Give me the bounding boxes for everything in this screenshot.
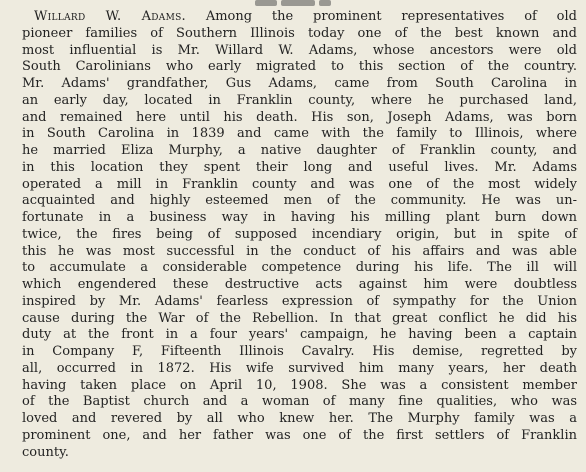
text-line-21: in Company F, Fifteenth Illinois Cavalry. His demise, regretted by — [22, 344, 577, 359]
text-line-26: prominent one, and her father was one of the first settlers of Franklin — [22, 427, 577, 443]
subject-name: Willard W. Adams. — [34, 9, 186, 24]
text-line-12: acquainted and highly esteemed men of the community. He was un- — [22, 193, 577, 209]
text-line-5: Mr. Adams' grandfather, Gus Adams, came from South Carolina in — [22, 76, 577, 91]
text-line-8: in South Carolina in 1839 and came with the family to Illinois, where — [22, 126, 577, 142]
text-line-10: in this location they spent their long and useful lives. Mr. Adams — [22, 159, 577, 175]
text-line-9: he married Eliza Murphy, a native daughter of Franklin county, and — [22, 143, 577, 158]
text-line-20: duty at the front in a four years' campaign, he having been a captain — [22, 327, 577, 343]
text-line-1 — [22, 9, 577, 26]
text-line-19: cause during the War of the Rebellion. In that great conflict he did his — [22, 310, 577, 326]
text-line-1-rest: Among the prominent representatives of old — [186, 9, 577, 24]
text-line-2: pioneer families of Southern Illinois today one of the best known and — [22, 25, 577, 41]
text-line-23: having taken place on April 10, 1908. She was a consistent member — [22, 377, 577, 393]
text-line-14: twice, the fires being of supposed incendiary origin, but in spite of — [22, 226, 577, 242]
text-line-6: an early day, located in Franklin county, where he purchased land, — [22, 92, 577, 108]
text-line-16: to accumulate a considerable competence during his life. The ill will — [22, 260, 577, 276]
text-line-17: which engendered these destructive acts against him were doubtless — [22, 277, 577, 292]
text-line-24: of the Baptist church and a woman of many fine qualities, who was — [22, 394, 577, 410]
text-line-22: all, occurred in 1872. His wife survived him many years, her death — [22, 360, 577, 376]
text-line-18: inspired by Mr. Adams' fearless expression of sympathy for the Union — [22, 293, 577, 309]
text-line-15: this he was most successful in the conduct of his affairs and was able — [22, 243, 577, 259]
text-line-3: most influential is Mr. Willard W. Adams, whose ancestors were old — [22, 42, 577, 58]
text-line-4: South Carolinians who early migrated to this section of the country. — [22, 59, 577, 75]
cropped-text-fragment-top — [255, 0, 335, 3]
text-line-7: and remained here until his death. His son, Joseph Adams, was born — [22, 109, 577, 125]
text-line-11: operated a mill in Franklin county and was one of the most widely — [22, 176, 577, 192]
biography-paragraph — [22, 9, 577, 461]
text-line-13: fortunate in a business way in having his milling plant burn down — [22, 210, 577, 225]
text-line-25: loved and revered by all who knew her. The Murphy family was a — [22, 411, 577, 426]
text-line-27: county. — [22, 444, 69, 460]
